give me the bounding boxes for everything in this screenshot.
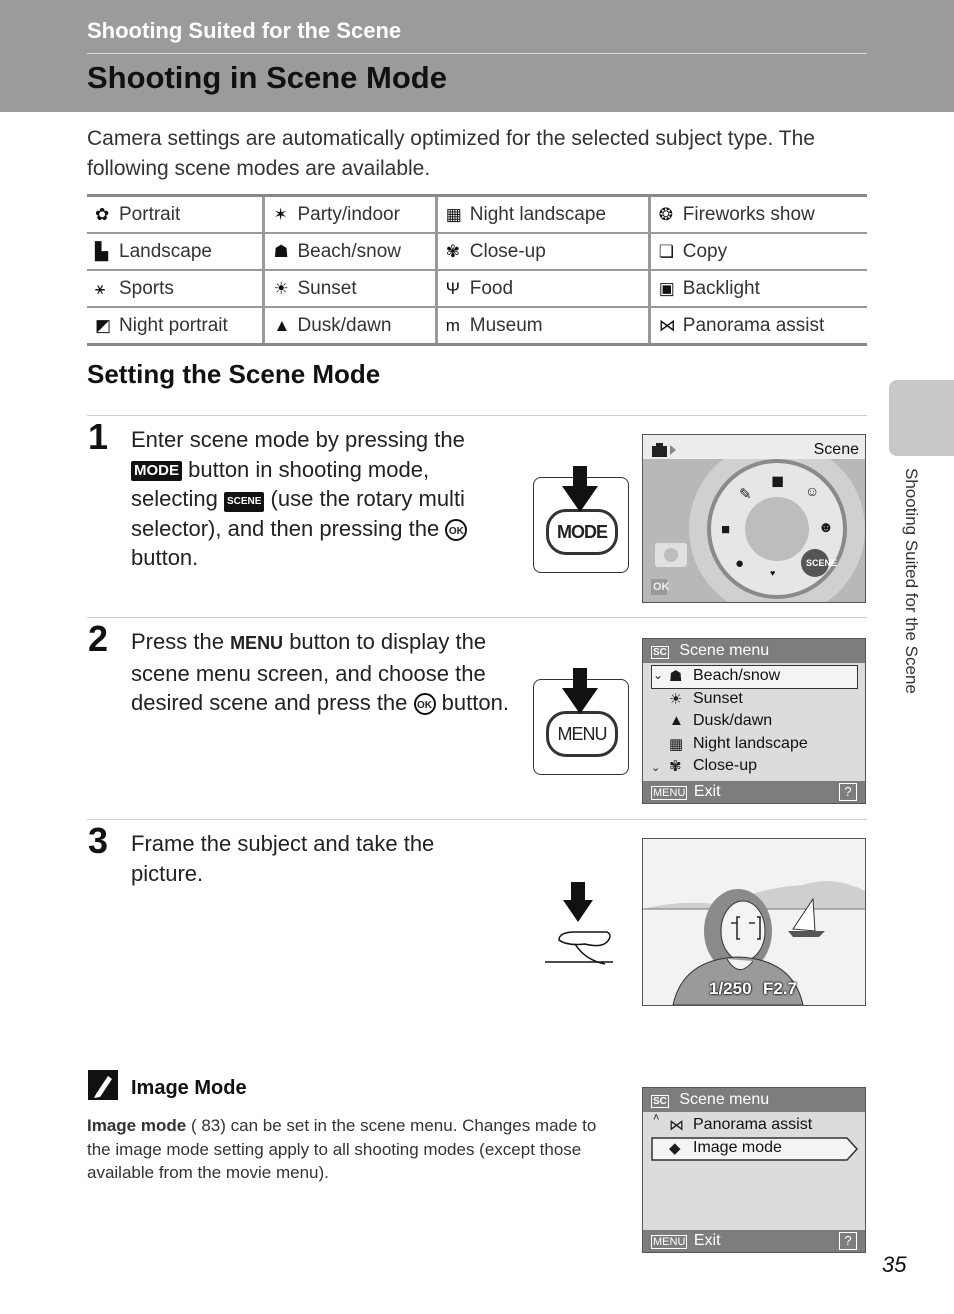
menu-item-icon: ▦: [669, 735, 684, 753]
portrait-icon: ☻: [818, 519, 834, 536]
scene-icon: ❂: [658, 204, 674, 224]
scene-label: Backlight: [682, 277, 760, 299]
down-arrow-icon: [562, 668, 598, 714]
scene-cell: [87, 307, 264, 345]
page-title: Shooting in Scene Mode: [87, 60, 447, 95]
menu-item[interactable]: Image mode: [693, 1139, 782, 1156]
scene-icon: ▲: [273, 315, 291, 335]
table-row: [87, 196, 867, 234]
table-row: [87, 307, 867, 345]
note-body: Image mode ( 83) can be set in the scene menu. Changes made to the image mode setting apply to all shooting modes (except those available from the movie menu).: [87, 1116, 597, 1182]
step-2-text: Press the MENU button to display the scene menu screen, and choose the desired scene and press the OK button.: [131, 629, 509, 715]
mode-button: MODE: [546, 509, 618, 555]
step-number: 1: [88, 416, 109, 457]
scene-icon: ☗: [273, 241, 289, 261]
scene-cell: [264, 196, 436, 234]
scene-icon: ◩: [95, 315, 112, 335]
table-row: [87, 270, 867, 307]
step-number: 2: [88, 618, 109, 659]
scene-icon: ✶: [273, 204, 288, 224]
note-title: Image Mode: [131, 1077, 247, 1099]
scene-cell: [264, 270, 436, 307]
exit-label: Exit: [693, 1232, 721, 1249]
scene-label: Dusk/dawn: [297, 314, 392, 336]
scene-cell: [649, 270, 867, 307]
menu-footer: [643, 1230, 865, 1252]
scene-label: Fireworks show: [682, 203, 815, 225]
scene-label: Food: [469, 277, 514, 299]
scene-label: Sunset: [297, 277, 357, 299]
mic-icon: ●: [735, 555, 745, 572]
smile-icon: ☺: [805, 483, 820, 499]
portrait-scene-illustration: [643, 839, 865, 1005]
scene-mode-table: [87, 194, 867, 346]
scene-label: Night landscape: [469, 203, 607, 225]
scene-icon: ☀: [273, 278, 289, 298]
menu-item[interactable]: Sunset: [693, 689, 743, 707]
scene-menu-icon: SC: [653, 647, 667, 658]
menu-item-icon: ☀: [669, 690, 683, 708]
menu-key-label: MENU: [653, 787, 686, 799]
down-arrow-icon: [562, 466, 598, 512]
scene-label: Beach/snow: [297, 240, 401, 262]
menu-item-icon: ⋈: [669, 1117, 684, 1134]
scene-menu-screen: [642, 638, 866, 804]
scene-label: Party/indoor: [297, 203, 400, 225]
menu-titlebar: [643, 639, 865, 663]
menu-item[interactable]: Dusk/dawn: [693, 712, 773, 729]
camera-mode-icon: ◼: [771, 473, 785, 490]
menu-key-label: MENU: [653, 1236, 686, 1248]
scene-icon: ⚹: [95, 278, 106, 298]
scene-cell: [436, 233, 649, 270]
mode-key-icon: MODE: [131, 461, 182, 481]
dial-scene-label: SCENE: [806, 558, 838, 568]
help-icon: ?: [839, 783, 857, 801]
shutter-press-icon: [545, 880, 615, 966]
camera-icon: [651, 442, 677, 458]
menu-item-icon: ▲: [669, 712, 684, 729]
step-number: 3: [88, 820, 109, 861]
setting-heading: Setting the Scene Mode: [87, 359, 381, 389]
table-row: [87, 233, 867, 270]
scroll-down-icon: ⌄: [651, 762, 661, 774]
image-mode-menu-screen: [642, 1087, 866, 1253]
ok-button-icon: OK: [445, 519, 467, 541]
ok-label: OK: [653, 581, 670, 593]
menu-item[interactable]: Panorama assist: [693, 1116, 813, 1133]
help-icon: ?: [839, 1232, 857, 1250]
mode-dial-screen: [642, 434, 866, 603]
step-1-text: Enter scene mode by pressing the MODE button in shooting mode, selecting SCENE (use the rotary multi selector), and then pressing the OK button.: [131, 425, 511, 573]
scene-label: Night portrait: [119, 314, 228, 336]
ok-button-icon: OK: [414, 693, 436, 715]
header-divider: [87, 53, 867, 54]
scene-cell: [264, 233, 436, 270]
scene-icon: ✿: [95, 204, 110, 224]
menu-item-icon: ✾: [669, 758, 682, 775]
scene-key-icon: SCENE: [224, 492, 264, 512]
menu-title: Scene menu: [679, 642, 770, 659]
scene-label: Landscape: [119, 240, 212, 262]
scene-cell: [87, 233, 264, 270]
menu-item[interactable]: Night landscape: [693, 734, 808, 752]
menu-item[interactable]: Close-up: [693, 757, 758, 774]
menu-title: Scene menu: [679, 1091, 770, 1108]
scene-cell: [87, 270, 264, 307]
intro-paragraph: Camera settings are automatically optimized for the selected subject type. The following scene modes are available.: [87, 127, 815, 180]
scene-icon: ✾: [445, 241, 460, 261]
step-divider: [87, 415, 867, 416]
viewfinder-screen: [642, 838, 866, 1006]
scene-cell: [87, 196, 264, 234]
scene-icon: ▙: [95, 241, 109, 261]
scene-label: Close-up: [469, 240, 546, 262]
scene-dial-icon: ♥: [770, 568, 776, 578]
aperture-readout: F2.7: [763, 979, 798, 998]
side-tab-label: Shooting Suited for the Scene: [902, 468, 921, 694]
scene-label: Museum: [469, 314, 543, 336]
scene-label: Copy: [682, 240, 728, 262]
scene-cell: [264, 307, 436, 345]
note-pencil-icon: [88, 1070, 118, 1100]
menu-item-icon: ☗: [669, 668, 683, 685]
scene-cell: [649, 196, 867, 234]
step-3-text: Frame the subject and take the picture.: [131, 831, 435, 886]
scene-icon: ❏: [658, 241, 675, 261]
menu-key-icon: MENU: [230, 633, 284, 653]
menu-item-icon: ◆: [669, 1140, 681, 1157]
menu-titlebar: [643, 1088, 865, 1112]
exit-label: Exit: [693, 783, 721, 800]
scene-cell: [649, 233, 867, 270]
menu-button: MENU: [546, 711, 618, 757]
step-divider: [87, 617, 867, 618]
side-tab: [889, 380, 954, 456]
scene-icon: ⋈: [658, 315, 676, 335]
scene-menu-icon: SC: [653, 1096, 667, 1107]
scene-icon: m: [445, 315, 460, 335]
page-number: 35: [882, 1252, 907, 1277]
scene-icon: ▣: [658, 278, 675, 298]
scene-cell: [436, 196, 649, 234]
scroll-up-icon: ˄: [653, 1112, 660, 1124]
movie-icon: ■: [721, 521, 731, 538]
scene-cell: [436, 307, 649, 345]
scene-label: Sports: [119, 277, 174, 299]
section-title: Shooting Suited for the Scene: [87, 18, 402, 43]
scene-cell: [436, 270, 649, 307]
setup-icon: ✎: [739, 486, 752, 503]
scene-cell: [649, 307, 867, 345]
scene-label: Panorama assist: [682, 314, 825, 336]
screen-title: Scene: [813, 441, 859, 458]
step-divider: [87, 819, 867, 820]
menu-footer: [643, 781, 865, 803]
scene-icon: Ψ: [445, 278, 460, 298]
selection-arrow-icon: ⌄: [653, 668, 664, 682]
menu-item[interactable]: Beach/snow: [693, 667, 781, 684]
scene-label: Portrait: [119, 203, 181, 225]
scene-icon: ▦: [445, 204, 462, 224]
shutter-speed-readout: 1/250: [709, 979, 752, 998]
